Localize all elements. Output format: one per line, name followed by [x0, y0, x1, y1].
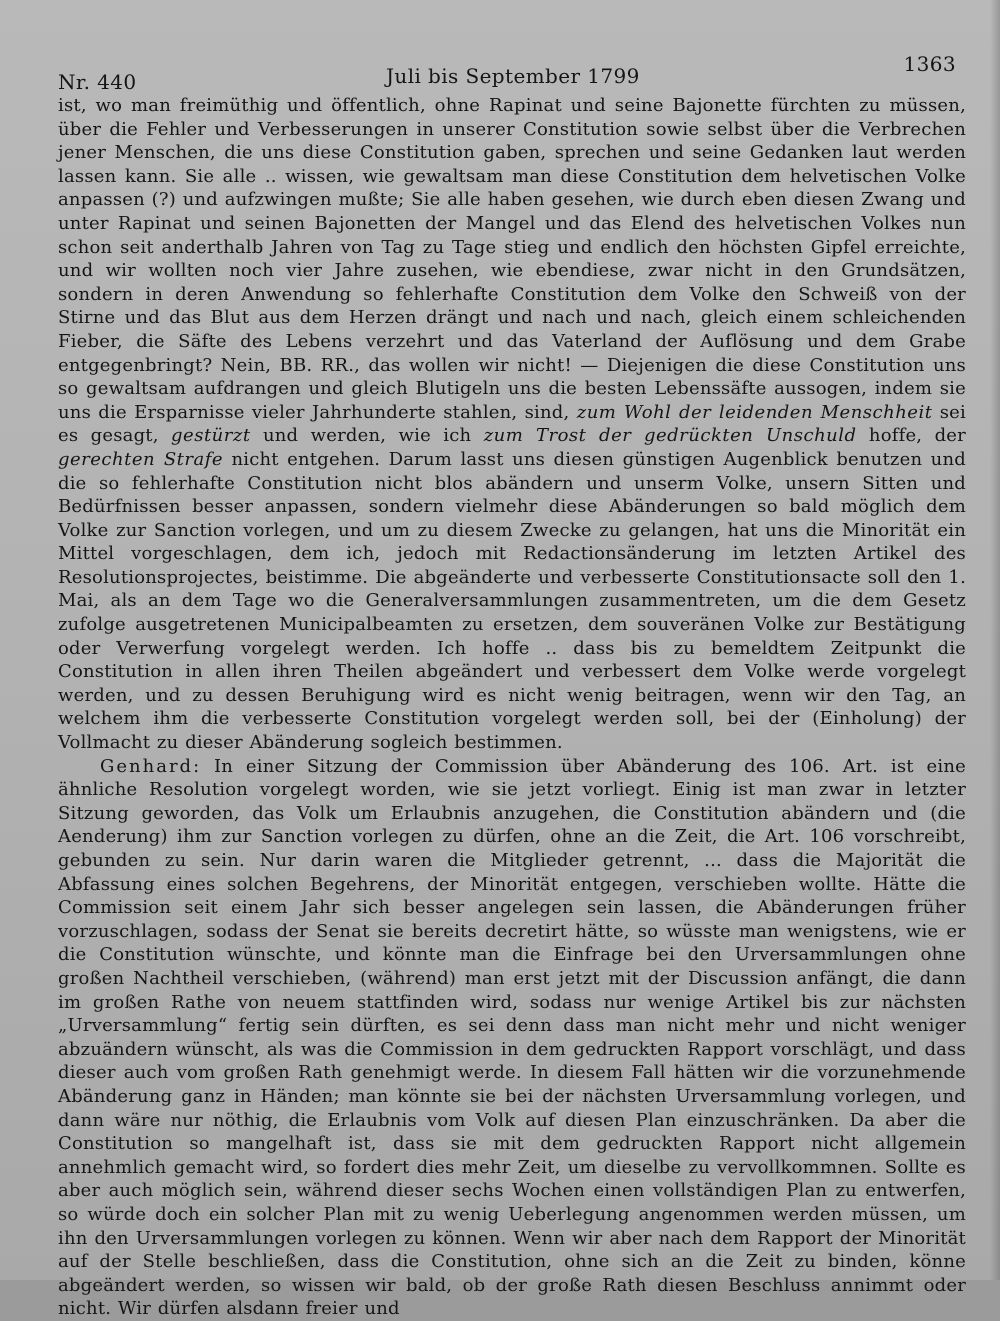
document-number: Nr. 440: [58, 70, 137, 94]
page-number: 1363: [903, 52, 956, 76]
italic-phrase: gestürzt: [171, 425, 251, 447]
paragraph-text-part: hoffe, der: [868, 425, 966, 447]
italic-phrase: gerechten Strafe: [58, 448, 224, 470]
speaker-paragraph: [58, 755, 966, 1321]
paragraph-text-part: und werden, wie ich: [262, 425, 472, 447]
body-text: [58, 94, 966, 1321]
speaker-name: Genhard:: [100, 755, 202, 777]
paragraph-text-part: sei es gesagt,: [58, 401, 966, 447]
italic-phrase: zum Wohl der leidenden Menschheit: [576, 401, 933, 423]
paragraph-text-part: nicht entgehen. Darum lasst uns diesen günstigen Augenblick benutzen und die so fehlerhafte Constitution nicht blos abändern und unserm Volke, unsern Sitten und Bedürfnissen besser anpassen, sondern vielmehr diese Abänderungen so bald möglich dem Volke zur Sanction vorlegen, und um zu diesem Zwecke zu gelangen, hat uns die Minorität ein Mittel vorgeschlagen, dem ich, jedoch mit Redactionsänderung im letzten Artikel des Resolutionsprojectes, beistimme. Die abgeänderte und verbesserte Constitutionsacte soll den 1. Mai, als an dem Tage wo die Generalversammlungen zusammentreten, um die dem Gesetz zufolge ausgetretenen Municipalbeamten zu ersetzen, dem souveränen Volke zur Bestätigung oder Verwerfung vorgelegt werden. Ich hoffe .. dass bis zu bemeldtem Zeitpunkt die Constitution in allen ihren Theilen abgeändert und verbessert dem Volke werde vorgelegt werden, und zu dessen Beruhigung wird es nicht wenig beitragen, wenn wir den Tag, an welchem ihm die verbesserte Constitution vorgelegt werden soll, bei der (Einholung) der Vollmacht zu dieser Abänderung sogleich bestimmen.: [58, 448, 966, 754]
running-header: [58, 52, 960, 92]
paragraph-continuation: [58, 94, 966, 755]
paragraph-text-part: ist, wo man freimüthig und öffentlich, ohne Rapinat und seine Bajonette fürchten zu müssen, über die Fehler und Verbesserungen in unserer Constitution sowie selbst über die Verbrechen jener Menschen, die uns diese Constitution gaben, sprechen und seine Gedanken laut werden lassen kann. Sie alle .. wissen, wie gewaltsam man diese Constitution dem helvetischen Volke anpassen (?) und aufzwingen mußte; Sie alle haben gesehen, wie durch eben diesen Zwang und unter Rapinat und seinen Bajonetten der Mangel und das Elend des helvetischen Volkes nun schon seit anderthalb Jahren von Tag zu Tage stieg und endlich den höchsten Gipfel erreichte, und wir wollten noch vier Jahre zusehen, wie ebendiese, zwar nicht in den Grundsätzen, sondern in deren Anwendung so fehlerhafte Constitution dem Volke den Schweiß von der Stirne und das Blut aus dem Herzen drängt und nach und nach, gleich einem schleichenden Fieber, die Säfte des Lebens verzehrt und das Vaterland der Auflösung und dem Grabe entgegenbringt? Nein, BB. RR., das wollen wir nicht! — Diejenigen die diese Constitution uns so gewaltsam aufdrangen und gleich Blutigeln uns die besten Lebenssäfte aussogen, indem sie uns die Ersparnisse vieler Jahrhunderte stahlen, sind,: [58, 95, 966, 423]
italic-phrase: zum Trost der gedrückten Unschuld: [483, 425, 857, 447]
speaker-text: In einer Sitzung der Commission über Abänderung des 106. Art. ist eine ähnliche Resolution vorgelegt worden, wie sie jetzt vorliegt. Einig ist man zwar in letzter Sitzung geworden, das Volk um Erlaubnis anzugehen, die Constitution abändern und (die Aenderung) ihm zur Sanction vorlegen zu dürfen, ohne an die Zeit, die Art. 106 vorschreibt, gebunden zu sein. Nur darin waren die Mitglieder getrennt, ... dass die Majorität die Abfassung eines solchen Begehrens, der Minorität entgegen, verschieben wollte. Hätte die Commission seit einem Jahr sich besser angelegen sein lassen, die Abänderungen früher vorzuschlagen, sodass der Senat sie bereits decretirt hätte, so wüsste man wenigstens, wie er die Constitution wünschte, und könnte man die Einfrage bei den Urversammlungen ohne großen Nachtheil verschieben, (während) man erst jetzt mit der Discussion anfängt, die dann im großen Rathe von neuem stattfinden wird, sodass nur wenige Artikel bis zur nächsten „Urversammlung“ fertig sein dürften, es sei denn dass man nicht mehr und nicht weniger abzuändern wünscht, als was die Commission in dem gedruckten Rapport vorschlägt, und dass dieser auch vom großen Rath genehmigt werde. In diesem Fall hätten wir die vorzunehmende Abänderung ganz in Händen; man könnte sie bei der nächsten Urversammlung vorlegen, und dann wäre nur nöthig, die Erlaubnis vom Volk auf diesen Plan einzuschränken. Da aber die Constitution so mangelhaft ist, dass sie mit dem gedruckten Rapport nicht allgemein annehmlich gemacht wird, so fordert dies mehr Zeit, um dieselbe zu vervollkommnen. Sollte es aber auch möglich sein, während dieser sechs Wochen einen vollständigen Plan zu entwerfen, so würde doch ein solcher Plan mit zu wenig Ueberlegung angenommen werden müssen, um ihn den Urversammlungen vorlegen zu können. Wenn wir aber nach dem Rapport der Minorität auf der Stelle beschließen, dass die Constitution, ohne sich an die Zeit zu binden, könne abgeändert werden, so wissen wir bald, ob der große Rath diesen Beschluss annimmt oder nicht. Wir dürfen alsdann freier und: [58, 755, 966, 1320]
date-range: Juli bis September 1799: [386, 64, 640, 88]
